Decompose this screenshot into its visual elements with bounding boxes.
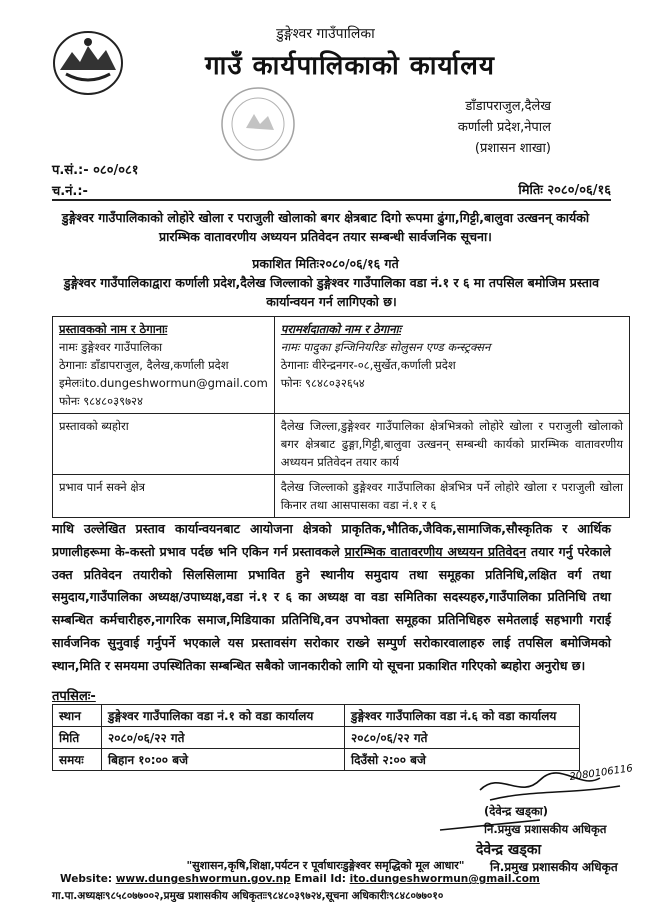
schedule-time-2: दिउँसो २:०० बजे xyxy=(345,749,580,771)
body-paragraph xyxy=(52,518,611,678)
consultant-heading: परामर्शदाताको नाम र ठेगानाः xyxy=(280,322,401,336)
handwritten-date: 2080106116 xyxy=(568,763,634,783)
proposer-email: इमेलःito.dungeshwormun@gmail.com xyxy=(59,376,268,390)
website-label: Website: xyxy=(60,873,116,885)
table-row xyxy=(53,705,580,727)
intro-text xyxy=(52,273,611,311)
schedule-place-label: स्थान xyxy=(53,705,102,727)
section-name: (प्रशासन शाखा) xyxy=(474,141,551,156)
table-row xyxy=(53,414,630,475)
office-title: गाउँ कार्यपालिकाको कार्यालय xyxy=(205,51,495,81)
email-link[interactable]: ito.dungeshwormun@gmail.com xyxy=(349,873,540,885)
proposer-phone: फोनः ९८४८०३९७२४ xyxy=(59,394,144,408)
signatory-title: नि.प्रमुख प्रशासकीय अधिकृत xyxy=(484,822,607,836)
stamp-title: नि.प्रमुख प्रशासकीय अधिकृत xyxy=(490,860,618,874)
footer-contact-line xyxy=(60,873,540,885)
municipality-name: डुङ्गेश्वर गाउँपालिका xyxy=(276,26,375,42)
details-text: दैलेख जिल्ला,डुङ्गेश्वर गाउँपालिका क्षेत्रभित्रको लोहोरे खोला र पराजुली खोलाको बगर क्षेत्रबाट ढुङ्गा,गिट्टी,बालुवा उत्खनन् सम्बन्धी कार्यको प्रारम्भिक वातावरणीय अध्ययन प्रतिवेदन तयार कार्य xyxy=(274,414,629,475)
schedule-date-label: मिति xyxy=(53,727,102,749)
body-emphasis: प्रारम्भिक वातावरणीय अध्ययन प्रतिवेदन xyxy=(344,543,527,559)
table-row xyxy=(53,727,580,749)
notice-title-line-1: डुङ्गेश्वर गाउँपालिकाको लोहोरे खोला र पराजुली खोलाको बगर क्षेत्रबाट दिगो रूपमा ढुंगा,गिट्टी,बालुवा उत्खनन् कार्यको xyxy=(61,210,590,225)
schedule-place-2: डुङ्गेश्वर गाउँपालिका वडा नं.६ को वडा कार्यालय xyxy=(345,705,580,727)
proposer-name: नामः डुङ्गेश्वर गाउँपालिका xyxy=(59,340,163,354)
schedule-date-2: २०८०/०६/२२ गते xyxy=(345,727,580,749)
schedule-place-1: डुङ्गेश्वर गाउँपालिका वडा नं.१ को वडा कार्यालय xyxy=(102,705,345,727)
reference-number: प.सं.:- ०८०/०८१ xyxy=(52,163,139,178)
issue-date: मितिः २०८०/०६/१६ xyxy=(518,183,611,198)
schedule-heading: तपसिलः- xyxy=(52,689,96,704)
email-label: Email Id: xyxy=(290,873,350,885)
consultant-name: नामः पादुका इन्जिनियरिङ सोलुसन एण्ड कन्स्ट्रक्सन xyxy=(280,340,491,354)
impact-text: दैलेख जिल्लाको डुङ्गेश्वर गाउँपालिका क्षेत्रभित्र पर्ने लोहोरे खोला र पराजुली खोला किनार तथा आसपासका वडा नं.१ र ६ xyxy=(274,475,629,518)
stamp-name: देवेन्द्र खड्का xyxy=(476,842,542,858)
details-label: प्रस्तावको ब्यहोरा xyxy=(53,414,275,475)
dispatch-number: च.नं.:- xyxy=(52,184,88,199)
intro-line-1: डुङ्गेश्वर गाउँपालिकाद्वारा कर्णाली प्रदेश,दैलेख जिल्लाको डुङ्गेश्वर गाउँपालिका वडा नं.१ र ६ मा तपसिल बमोजिम प्रस्ताव xyxy=(63,275,600,290)
schedule-date-1: २०८०/०६/२२ गते xyxy=(102,727,345,749)
table-row xyxy=(53,317,630,414)
footer-slogan: "सुशासन,कृषि,शिक्षा,पर्यटन र पूर्वाधारःडुङ्गेश्वर समृद्धिको मूल आधार" xyxy=(186,859,465,872)
schedule-time-label: समयः xyxy=(53,749,102,771)
proposal-details-table xyxy=(52,316,630,518)
website-link[interactable]: www.dungeshwormun.gov.np xyxy=(115,873,291,885)
proposer-heading: प्रस्तावकको नाम र ठेगानाः xyxy=(59,322,168,336)
body-text-part-2: तयार गर्नु परेकाले उक्त प्रतिवेदन तयारीको सिलसिलामा प्रभावित हुने स्थानीय समुदाय तथा समूहका प्रतिनिधि,लक्षित वर्ग तथा समुदाय,गाउँपालिका अध्यक्ष/उपाध्यक्ष,वडा नं.१ र ६ का अध्यक्ष वा वडा समितिका सदस्यहरु,गाउँपालिका प्रतिनिधि तथा सम्बन्धित कर्मचारीहरु,नागरिक समाज,मिडियाका प्रतिनिधि,वन उपभोक्ता समूहका प्रतिनिधिहरु समेतलाई सहभागी गराई सार्वजनिक सुनुवाई गर्नुपर्ने भएकाले यस प्रस्तावसंग सरोकार राख्ने सम्पुर्ण सरोकारवालाहरु लाई तपसिल बमोजिमको स्थान,मिति र समयमा उपस्थितिका सम्बन्धित सबैको जानकारीको लागि यो सूचना प्रकाशित गरिएको ब्यहोरा अनुरोध छ। xyxy=(52,543,612,673)
signatory-name: (देवेन्द्र खड्का) xyxy=(484,804,549,818)
header-divider xyxy=(52,199,611,201)
schedule-time-1: बिहान १०:०० बजे xyxy=(102,749,345,771)
impact-label: प्रभाव पार्न सक्ने क्षेत्र xyxy=(53,475,275,518)
notice-title-line-2: प्रारम्भिक वातावरणीय अध्ययन प्रतिवेदन तयार सम्बन्धी सार्वजनिक सूचना। xyxy=(159,229,492,244)
footer-phone-numbers: गा.पा.अध्यक्षः९८५८०७७००२,प्रमुख प्रशासकीय अधिकृतःः९८४८०३९७२४,सूचना अधिकारीः९८४८०७७०१० xyxy=(52,890,444,902)
table-row xyxy=(53,475,630,518)
address-line-1: डाँडापराजुल,दैलेख xyxy=(465,99,551,114)
consultant-address: ठेगानाः वीरेन्द्रनगर-०८,सुर्खेत,कर्णाली प्रदेश xyxy=(280,358,456,372)
proposer-address: ठेगानाः डाँडापराजुल, दैलेख,कर्णाली प्रदेश xyxy=(59,358,229,372)
office-seal-stamp xyxy=(198,84,318,164)
intro-line-2: कार्यान्वयन गर्न लागिएको छ। xyxy=(266,294,397,309)
consultant-phone: फोनः ९८४८०३२६५४ xyxy=(280,376,365,390)
notice-title xyxy=(40,208,611,246)
published-date: प्रकाशित मितिः२०८०/०६/१६ गते xyxy=(252,256,399,271)
address-line-2: कर्णाली प्रदेश,नेपाल xyxy=(457,120,551,135)
body-text-part-1: माथि उल्लेखित प्रस्ताव कार्यान्वयनबाट आयोजना क्षेत्रको प्राकृतिक,भौतिक,जैविक,सामाजिक,सौस्कृतिक र आर्थिक प्रणालीहरूमा के-कस्तो प्रभाव पर्दछ भनि एकिन गर्न प्रस्तावकले xyxy=(52,521,611,559)
proposer-cell xyxy=(53,317,275,414)
consultant-cell xyxy=(274,317,629,414)
